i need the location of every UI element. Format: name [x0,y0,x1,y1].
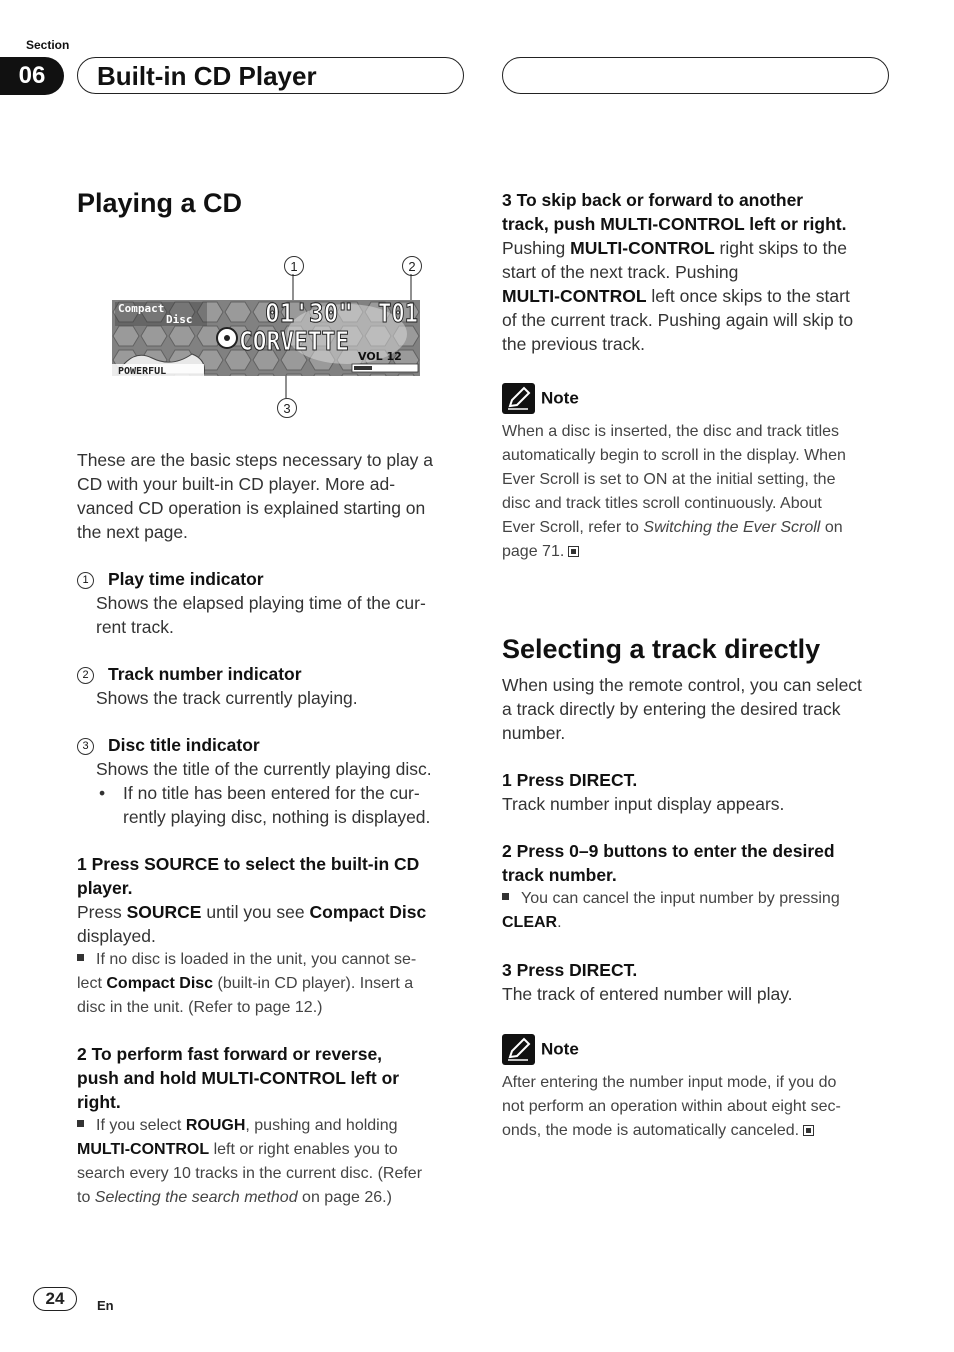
display-disc-title: CORVETTE [239,327,349,357]
bullet-square-icon [502,893,509,900]
direct-step-3 [502,958,897,1006]
indicator-item-3 [77,733,467,829]
item-desc: rent track. [96,617,174,637]
note-pencil-icon [502,1034,535,1065]
bullet-square-icon [77,1120,84,1127]
step-3-skip-block [502,188,897,356]
section-empty-frame [502,57,889,94]
intro-line: vanced CD operation is explained starting on [77,498,426,518]
callout-1: 1 [284,256,304,276]
step-title: track number. [502,865,617,885]
step-body: MULTI-CONTROL left once skips to the start [502,286,850,306]
page-number: 24 [33,1287,77,1311]
display-track-number: T01 [378,299,418,329]
step-body: Pushing MULTI-CONTROL right skips to the [502,238,847,258]
note-pencil-icon [502,383,535,414]
step-title: 1 Press SOURCE to select the built-in CD [77,854,420,874]
step-body: of the current track. Pushing again will skip to [502,310,854,330]
step-title: 3 To skip back or forward to another [502,190,804,210]
note-line: Ever Scroll, refer to Switching the Ever Scroll on [502,519,843,536]
section-label: Section [26,38,70,52]
bullet-square-icon [77,954,84,961]
step-body: Press SOURCE until you see Compact Disc [77,902,427,922]
step-note: If no disc is loaded in the unit, you cannot se- [77,948,467,972]
step-title: 2 To perform fast forward or reverse, [77,1044,383,1064]
display-logo-line2: Disc [166,313,193,326]
step-body: The track of entered number will play. [502,984,793,1004]
end-mark-icon [803,1125,814,1136]
step-note: to Selecting the search method on page 26.) [77,1189,392,1206]
intro-line: the next page. [77,522,188,542]
step-title: 1 Press DIRECT. [502,770,638,790]
step-body: Track number input display appears. [502,794,785,814]
step-body: displayed. [77,926,156,946]
step-note: CLEAR. [502,914,562,931]
note-line: Ever Scroll is set to ON at the initial setting, the [502,471,836,488]
callout-2: 2 [402,256,422,276]
display-logo-line1: Compact [118,302,165,315]
step-note: You can cancel the input number by pressing [502,887,897,911]
intro-line: These are the basic steps necessary to play a [77,450,434,470]
item-bullet-cont: rently playing disc, nothing is displayed. [123,807,431,827]
intro-line: CD with your built-in CD player. More ad- [77,474,396,494]
note-title: Note [541,1039,579,1059]
step-title: right. [77,1092,121,1112]
step-title: track, push MULTI-CONTROL left or right. [502,214,847,234]
step-note: MULTI-CONTROL left or right enables you to [77,1141,398,1158]
step-1-block [77,852,467,1020]
note-box-1 [502,383,897,564]
display-volume: VOL 12 [358,350,402,363]
step-title: player. [77,878,133,898]
step-title: 3 Press DIRECT. [502,960,638,980]
step-note: search every 10 tracks in the current disc. (Refer [77,1165,423,1182]
indicator-item-1 [77,567,467,639]
note-line: disc and track titles scroll continuously. About [502,495,822,512]
end-mark-icon [568,546,579,557]
display-footer-label: POWERFUL [118,366,167,377]
intro-line: When using the remote control, you can select [502,675,862,695]
step-body: the previous track. [502,334,645,354]
item-number: 1 [77,572,94,589]
note-title: Note [541,388,579,408]
language-label: En [97,1298,114,1313]
heading-selecting-track: Selecting a track directly [502,634,821,664]
step-2-block [77,1042,467,1210]
indicator-item-2 [77,662,467,710]
item-title: Track number indicator [108,664,302,684]
selecting-intro [502,673,897,745]
item-desc: Shows the elapsed playing time of the cur- [96,593,426,613]
step-note: If you select ROUGH, pushing and holding [77,1114,467,1138]
direct-step-2 [502,839,897,935]
step-title: 2 Press 0–9 buttons to enter the desired [502,841,835,861]
section-title: Built-in CD Player [97,61,317,91]
item-title: Disc title indicator [108,735,260,755]
step-title: push and hold MULTI-CONTROL left or [77,1068,400,1088]
item-number: 2 [77,667,94,684]
direct-step-1 [502,768,897,816]
item-title: Play time indicator [108,569,264,589]
step-note: disc in the unit. (Refer to page 12.) [77,999,323,1016]
heading-playing-a-cd: Playing a CD [77,188,243,218]
intro-line: a track directly by entering the desired track [502,699,841,719]
note-box-2 [502,1034,897,1143]
intro-line: number. [502,723,566,743]
callout-3: 3 [277,398,297,418]
note-line: When a disc is inserted, the disc and track titles [502,423,840,440]
section-number-badge: 06 [0,57,64,95]
display-play-time: 01'30" [265,299,353,329]
note-line: not perform an operation within about eight sec- [502,1098,841,1115]
note-line: automatically begin to scroll in the display. When [502,447,846,464]
item-desc: Shows the title of the currently playing disc. [96,759,432,779]
intro-paragraph [77,448,462,544]
step-note: lect Compact Disc (built-in CD player). Insert a [77,975,414,992]
item-desc: Shows the track currently playing. [96,688,358,708]
note-line: onds, the mode is automatically canceled. [502,1119,897,1143]
item-number: 3 [77,738,94,755]
note-line: After entering the number input mode, if you do [502,1074,837,1091]
cd-display-illustration [112,276,420,376]
step-body: start of the next track. Pushing [502,262,739,282]
item-bullet: • If no title has been entered for the cur- [99,783,420,803]
note-line: page 71. [502,540,897,564]
